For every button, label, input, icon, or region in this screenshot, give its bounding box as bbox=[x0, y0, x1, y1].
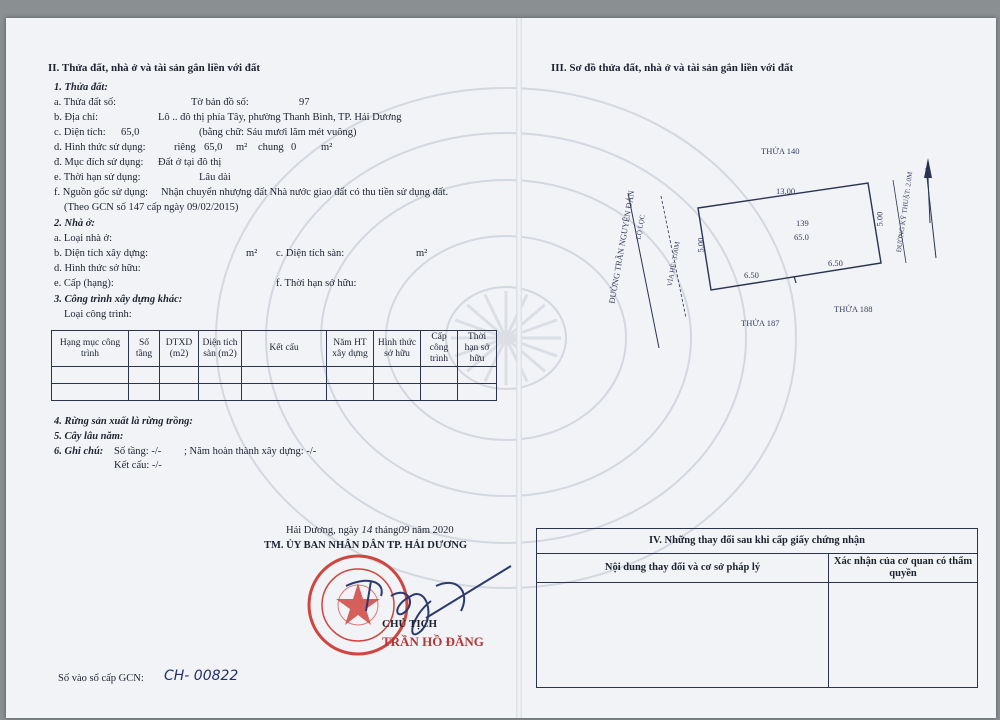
note-year: ; Năm hoàn thành xây dựng: -/- bbox=[184, 446, 317, 457]
note-label: 6. Ghi chú: bbox=[54, 446, 104, 457]
forest-label: 4. Rừng sản xuất là rừng trồng: bbox=[54, 416, 193, 427]
house-floor-area-unit: m² bbox=[416, 248, 428, 259]
note-structure: Kết cấu: -/- bbox=[114, 460, 162, 471]
use-shared-unit: m² bbox=[321, 142, 333, 153]
lot-area: 65.0 bbox=[794, 232, 809, 242]
house-heading: 2. Nhà ở: bbox=[54, 218, 95, 229]
table-row bbox=[52, 367, 497, 384]
col-header: Thời hạn sở hữu bbox=[458, 331, 497, 367]
use-shared-value: 0 bbox=[291, 142, 297, 153]
house-grade-label: e. Cấp (hạng): bbox=[54, 278, 114, 289]
col-header: Cấp công trình bbox=[421, 331, 458, 367]
col-header: Kết cấu bbox=[242, 331, 327, 367]
duration-value: Lâu dài bbox=[199, 172, 231, 183]
origin-label: f. Nguồn gốc sử dụng: bbox=[54, 187, 149, 198]
map-sheet-value: 97 bbox=[299, 97, 310, 108]
date-day: 14 bbox=[361, 524, 373, 536]
house-type-label: a. Loại nhà ở: bbox=[54, 233, 113, 244]
road-left-label: ĐƯỜNG TRẦN NGUYÊN ĐÁN bbox=[606, 189, 637, 305]
table-row bbox=[537, 583, 978, 688]
page-fold bbox=[516, 18, 522, 718]
north-arrow-icon bbox=[924, 158, 932, 178]
parcel-number-label: a. Thửa đất số: bbox=[54, 97, 117, 108]
sign-org: TM. ỦY BAN NHÂN DÂN TP. HẢI DƯƠNG bbox=[264, 540, 468, 551]
area-words: (bằng chữ: Sáu mươi lăm mét vuông) bbox=[199, 127, 357, 138]
house-ownership-label: d. Hình thức sở hữu: bbox=[54, 263, 141, 274]
changes-col-content: Nội dung thay đổi và cơ sở pháp lý bbox=[537, 554, 829, 583]
col-header: Hạng mục công trình bbox=[52, 331, 129, 367]
certificate-sheet bbox=[6, 18, 996, 718]
purpose-value: Đất ở tại đô thị bbox=[158, 157, 222, 168]
area-value: 65,0 bbox=[121, 127, 140, 138]
section-2-title: II. Thửa đất, nhà ở và tài sản gắn liền với đất bbox=[48, 62, 261, 74]
use-private-unit: m² bbox=[236, 142, 248, 153]
origin-value: Nhận chuyển nhượng đất Nhà nước giao đất có thu tiền sử dụng đất. bbox=[161, 187, 449, 198]
col-header: Diện tích sàn (m2) bbox=[199, 331, 242, 367]
date-year: năm 2020 bbox=[411, 525, 454, 536]
parcel-bottom-left-label: THỬA 187 bbox=[741, 318, 780, 328]
sidewalk-label: VỈA HÈ: 3.00M bbox=[665, 240, 682, 288]
sign-name: TRẦN HỒ ĐĂNG bbox=[382, 634, 484, 649]
sign-date bbox=[286, 524, 454, 537]
lot-number: 139 bbox=[796, 218, 809, 228]
use-private-label: riêng bbox=[174, 142, 196, 153]
register-label: Số vào sổ cấp GCN: bbox=[58, 673, 144, 684]
road-left-sub: LỘ LỌC bbox=[634, 213, 647, 241]
dim-right: 5.00 bbox=[874, 211, 885, 227]
land-heading: 1. Thửa đất: bbox=[54, 82, 108, 93]
use-shared-label: chung bbox=[258, 142, 284, 153]
perennial-label: 5. Cây lâu năm: bbox=[54, 431, 124, 442]
address-value: Lô .. đô thị phía Tây, phường Thanh Bình, TP. Hải Dương bbox=[158, 112, 402, 123]
register-value: CH- 00822 bbox=[164, 668, 239, 684]
changes-col-confirm: Xác nhận của cơ quan có thẩm quyền bbox=[829, 554, 978, 583]
note-floors: Số tầng: -/- bbox=[114, 446, 162, 457]
road-right-label: ĐƯỜNG KỸ THUẬT: 2.0M bbox=[894, 171, 915, 253]
date-prefix: Hải Dương, ngày bbox=[286, 525, 359, 536]
use-private-value: 65,0 bbox=[204, 142, 223, 153]
col-header: Số tầng bbox=[129, 331, 160, 367]
parcel-top-label: THỬA 140 bbox=[761, 146, 800, 156]
house-ownership-term-label: f. Thời hạn sở hữu: bbox=[276, 278, 357, 289]
chairman-signature bbox=[336, 556, 516, 649]
address-label: b. Địa chỉ: bbox=[54, 112, 99, 123]
parcel-outline bbox=[698, 183, 881, 290]
dim-bottom-right: 6.50 bbox=[828, 258, 843, 268]
section-3-title: III. Sơ đồ thửa đất, nhà ở và tài sản gắn liền với đất bbox=[551, 62, 794, 74]
use-form-label: d. Hình thức sử dụng: bbox=[54, 142, 146, 153]
parcel-bottom-right-label: THỬA 188 bbox=[834, 304, 873, 314]
purpose-label: đ. Mục đích sử dụng: bbox=[54, 157, 144, 168]
col-header: Hình thức sở hữu bbox=[374, 331, 421, 367]
duration-label: e. Thời hạn sử dụng: bbox=[54, 172, 141, 183]
changes-table bbox=[536, 528, 978, 688]
dim-top: 13.00 bbox=[776, 186, 796, 196]
date-month: 09 bbox=[398, 524, 410, 536]
house-build-area-unit: m² bbox=[246, 248, 258, 259]
house-build-area-label: b. Diện tích xây dựng: bbox=[54, 248, 149, 259]
works-table bbox=[51, 330, 497, 401]
col-header: Năm HT xây dựng bbox=[327, 331, 374, 367]
works-type-label: Loại công trình: bbox=[64, 309, 132, 320]
col-header: DTXD (m2) bbox=[160, 331, 199, 367]
works-table-header bbox=[52, 331, 497, 367]
date-month-label: tháng bbox=[375, 525, 399, 536]
sign-role: CHỦ TỊCH bbox=[382, 618, 438, 630]
dim-left: 5.00 bbox=[695, 237, 706, 253]
map-sheet-label: Tờ bản đồ số: bbox=[191, 97, 249, 108]
table-row bbox=[52, 384, 497, 401]
origin-note: (Theo GCN số 147 cấp ngày 09/02/2015) bbox=[64, 202, 239, 213]
area-label: c. Diện tích: bbox=[54, 127, 106, 138]
works-heading: 3. Công trình xây dựng khác: bbox=[54, 294, 183, 305]
house-floor-area-label: c. Diện tích sàn: bbox=[276, 248, 345, 259]
changes-title: IV. Những thay đổi sau khi cấp giấy chứng nhận bbox=[537, 529, 978, 554]
dim-bottom-left: 6.50 bbox=[744, 270, 759, 280]
